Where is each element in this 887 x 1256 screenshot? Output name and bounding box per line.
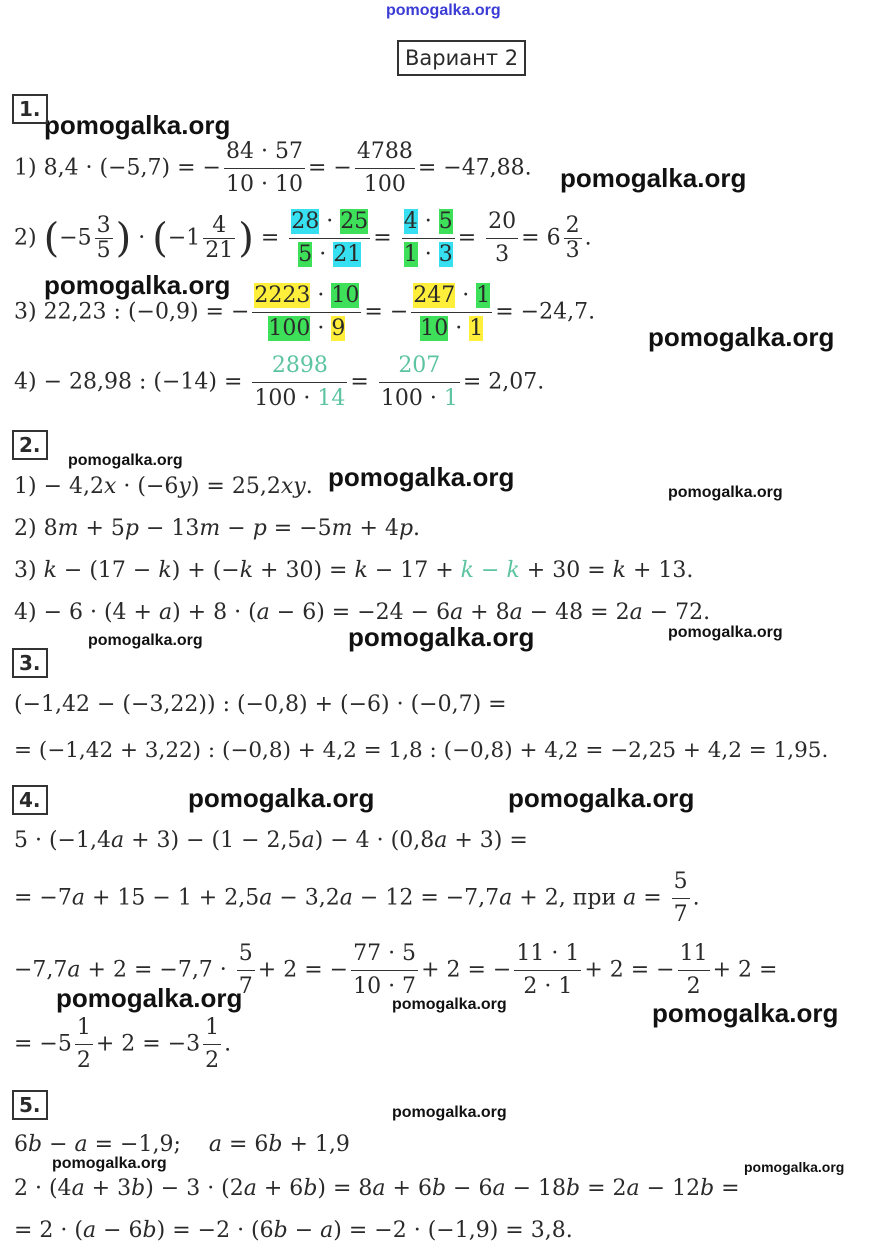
task-3-number: 3. — [12, 648, 48, 678]
task-1-line-1: 1) 8,4 · (−5,7) = − $\frac{84 \cdot 57}{10 \cdot 10}$ = − $\frac{4788}{100}$ = −47,88. — [14, 136, 532, 201]
task-3-line-2: = (−1,42 + 3,22) : (−0,8) + 4,2 = 1,8 : (−0,8) + 4,2 = −2,25 + 4,2 = 1,95. — [14, 738, 829, 763]
task-5-line-1: 6b − a = −1,9; a = 6b + 1,9 — [14, 1132, 350, 1157]
task-1-line-4: 4) − 28,98 : (−14) = $\frac{2898}{100 \cdot 14}$ = $\frac{207}{100 \cdot 1}$ = 2,07. — [14, 350, 544, 415]
header-site[interactable]: pomogalka.org — [386, 2, 501, 19]
watermark: pomogalka.org — [668, 484, 783, 501]
task-4-line-4: = −5 $\frac{1}{2}$ + 2 = −3 $\frac{1}{2}$ . — [14, 1012, 231, 1077]
watermark: pomogalka.org — [88, 632, 203, 649]
task-5-number: 5. — [12, 1090, 48, 1120]
watermark: pomogalka.org — [508, 783, 695, 813]
watermark: pomogalka.org — [392, 1104, 507, 1121]
task-4-line-2: = −7a + 15 − 1 + 2,5a − 3,2a − 12 = −7,7a + 2, при a = $\frac{5}{7}$ . — [14, 866, 700, 931]
task-1-number: 1. — [12, 94, 48, 124]
watermark: pomogalka.org — [188, 783, 375, 813]
watermark: pomogalka.org — [392, 996, 507, 1013]
task-2-line-2: 2) 8m + 5p − 13m − p = −5m + 4p. — [14, 516, 421, 541]
variant-title: Вариант 2 — [397, 40, 526, 76]
watermark: pomogalka.org — [68, 452, 183, 469]
task-3-line-1: (−1,42 − (−3,22)) : (−0,8) + (−6) · (−0,7) = — [14, 692, 507, 717]
task-4-number: 4. — [12, 785, 48, 815]
watermark: pomogalka.org — [652, 998, 839, 1028]
watermark: pomogalka.org — [328, 462, 515, 492]
task-4-line-3: −7,7a + 2 = −7,7 · $\frac{5}{7}$ + 2 = − $\frac{77 \cdot 5}{10 \cdot 7}$ + 2 = − $\frac{11 \cdot 1}{2 \cdot 1}$ + 2 = − $\frac{11}{2}$ + 2 = — [14, 938, 777, 1003]
task-2-line-4: 4) − 6 · (4 + a) + 8 · (a − 6) = −24 − 6a + 8a − 48 = 2a − 72. — [14, 600, 711, 625]
task-5-line-2: 2 · (4a + 3b) − 3 · (2a + 6b) = 8a + 6b − 6a − 18b = 2a − 12b = — [14, 1176, 740, 1201]
task-2-line-1: 1) − 4,2x · (−6y) = 25,2xy. — [14, 474, 313, 499]
watermark: pomogalka.org — [44, 270, 231, 300]
watermark: pomogalka.org — [648, 322, 835, 352]
watermark: pomogalka.org — [560, 163, 747, 193]
task-5-line-3: = 2 · (a − 6b) = −2 · (6b − a) = −2 · (−1,9) = 3,8. — [14, 1218, 573, 1243]
watermark: pomogalka.org — [744, 1159, 845, 1175]
task-1-line-2: 2) (−5 $\frac{3}{5}$ ) · (−1 $\frac{4}{21}$ ) = $\frac{28 \cdot 25}{5 \cdot 21}$ = $\frac{4 \cdot 5}{1 \cdot 3}$ = $\frac{20}{3}$ = 6 $\frac{2}{3}$ . — [14, 206, 592, 271]
watermark: pomogalka.org — [668, 624, 783, 641]
watermark: pomogalka.org — [348, 622, 535, 652]
task-1-line-3: 3) 22,23 : (−0,9) = − $\frac{2223 \cdot 10}{100 \cdot 9}$ = − $\frac{247 \cdot 1}{10 \cdot 1}$ = −24,7. — [14, 280, 595, 345]
watermark: pomogalka.org — [56, 983, 243, 1013]
task-2-line-3: 3) k − (17 − k) + (−k + 30) = k − 17 + k − k + 30 = k + 13. — [14, 558, 694, 583]
task-2-number: 2. — [12, 430, 48, 460]
watermark: pomogalka.org — [52, 1155, 167, 1172]
watermark: pomogalka.org — [44, 110, 231, 140]
task-4-line-1: 5 · (−1,4a + 3) − (1 − 2,5a) − 4 · (0,8a + 3) = — [14, 828, 528, 853]
